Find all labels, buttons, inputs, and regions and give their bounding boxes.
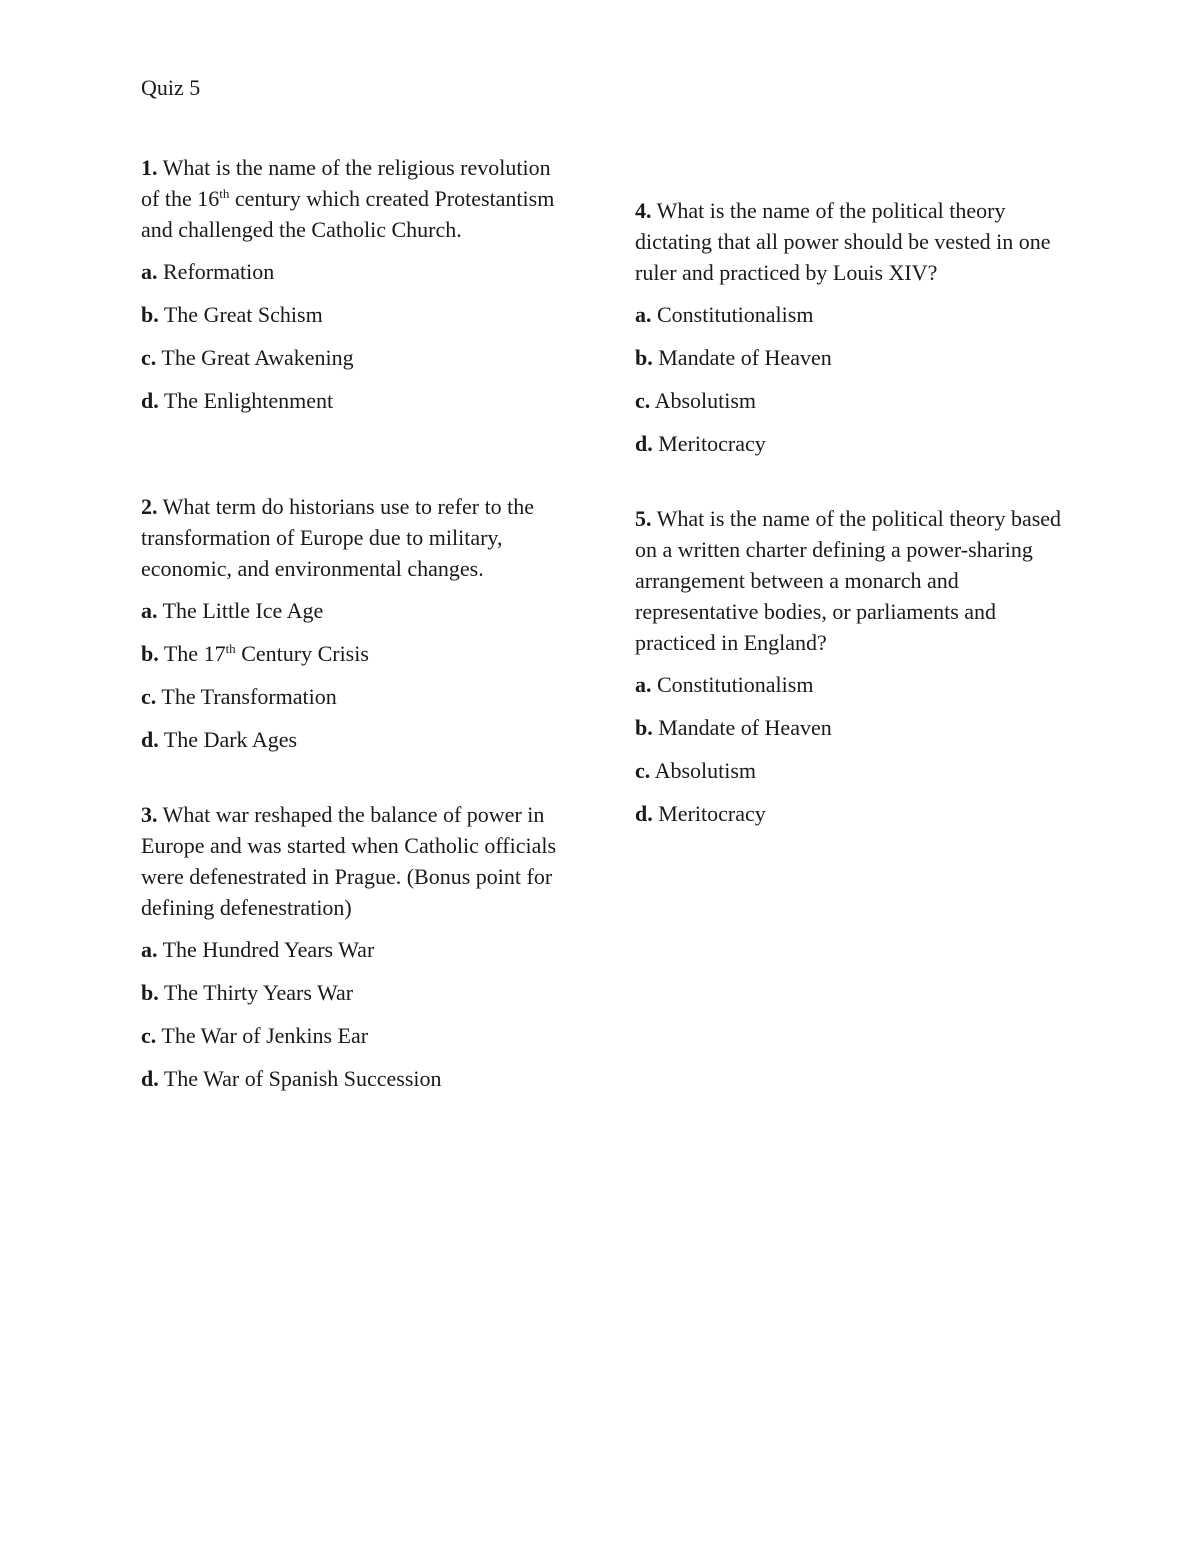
question-3: [141, 799, 571, 1106]
answer-option-b[interactable]: b. Mandate of Heaven: [635, 345, 832, 370]
answer-option-a[interactable]: a. The Hundred Years War: [141, 937, 375, 962]
answer-option-b[interactable]: b. The Great Schism: [141, 302, 323, 327]
question-number: 3.: [141, 802, 158, 827]
question-4: [635, 195, 1065, 471]
question-number: 2.: [141, 494, 158, 519]
question-number: 4.: [635, 198, 652, 223]
answer-option-c[interactable]: c. Absolutism: [635, 388, 757, 413]
question-1: [141, 152, 571, 428]
answer-option-a[interactable]: a. The Little Ice Age: [141, 598, 324, 623]
answer-option-a[interactable]: a. Constitutionalism: [635, 302, 814, 327]
question-5: [635, 503, 1065, 841]
answer-option-c[interactable]: c. The War of Jenkins Ear: [141, 1023, 369, 1048]
page-title: Quiz 5: [141, 75, 201, 100]
answer-option-a[interactable]: a. Reformation: [141, 259, 275, 284]
answer-option-d[interactable]: d. The Dark Ages: [141, 727, 298, 752]
question-2: [141, 491, 571, 767]
answer-option-d[interactable]: d. Meritocracy: [635, 801, 766, 826]
question-text: 3. What war reshaped the balance of power in Europe and was started when Catholic officials were defenestrated in Prague. (Bonus point for defining defenestration): [141, 802, 557, 920]
question-text: 2. What term do historians use to refer to the transformation of Europe due to military, economic, and environmental changes.: [141, 494, 535, 581]
answer-option-d[interactable]: d. The War of Spanish Succession: [141, 1066, 442, 1091]
question-text: 4. What is the name of the political theory dictating that all power should be vested in one ruler and practiced by Louis XIV?: [635, 198, 1051, 285]
answer-option-b[interactable]: b. The 17th Century Crisis: [141, 641, 369, 666]
answer-option-a[interactable]: a. Constitutionalism: [635, 672, 814, 697]
question-number: 5.: [635, 506, 652, 531]
answer-option-c[interactable]: c. The Great Awakening: [141, 345, 354, 370]
answer-option-d[interactable]: d. The Enlightenment: [141, 388, 334, 413]
answer-option-d[interactable]: d. Meritocracy: [635, 431, 766, 456]
answer-option-b[interactable]: b. The Thirty Years War: [141, 980, 354, 1005]
answer-option-b[interactable]: b. Mandate of Heaven: [635, 715, 832, 740]
answer-option-c[interactable]: c. The Transformation: [141, 684, 337, 709]
answer-option-c[interactable]: c. Absolutism: [635, 758, 757, 783]
question-text: 1. What is the name of the religious revolution of the 16th century which created Protestantism and challenged the Catholic Church.: [141, 155, 555, 242]
question-text: 5. What is the name of the political theory based on a written charter defining a power-sharing arrangement between a monarch and representative bodies, or parliaments and practiced in England?: [635, 506, 1062, 655]
question-number: 1.: [141, 155, 158, 180]
